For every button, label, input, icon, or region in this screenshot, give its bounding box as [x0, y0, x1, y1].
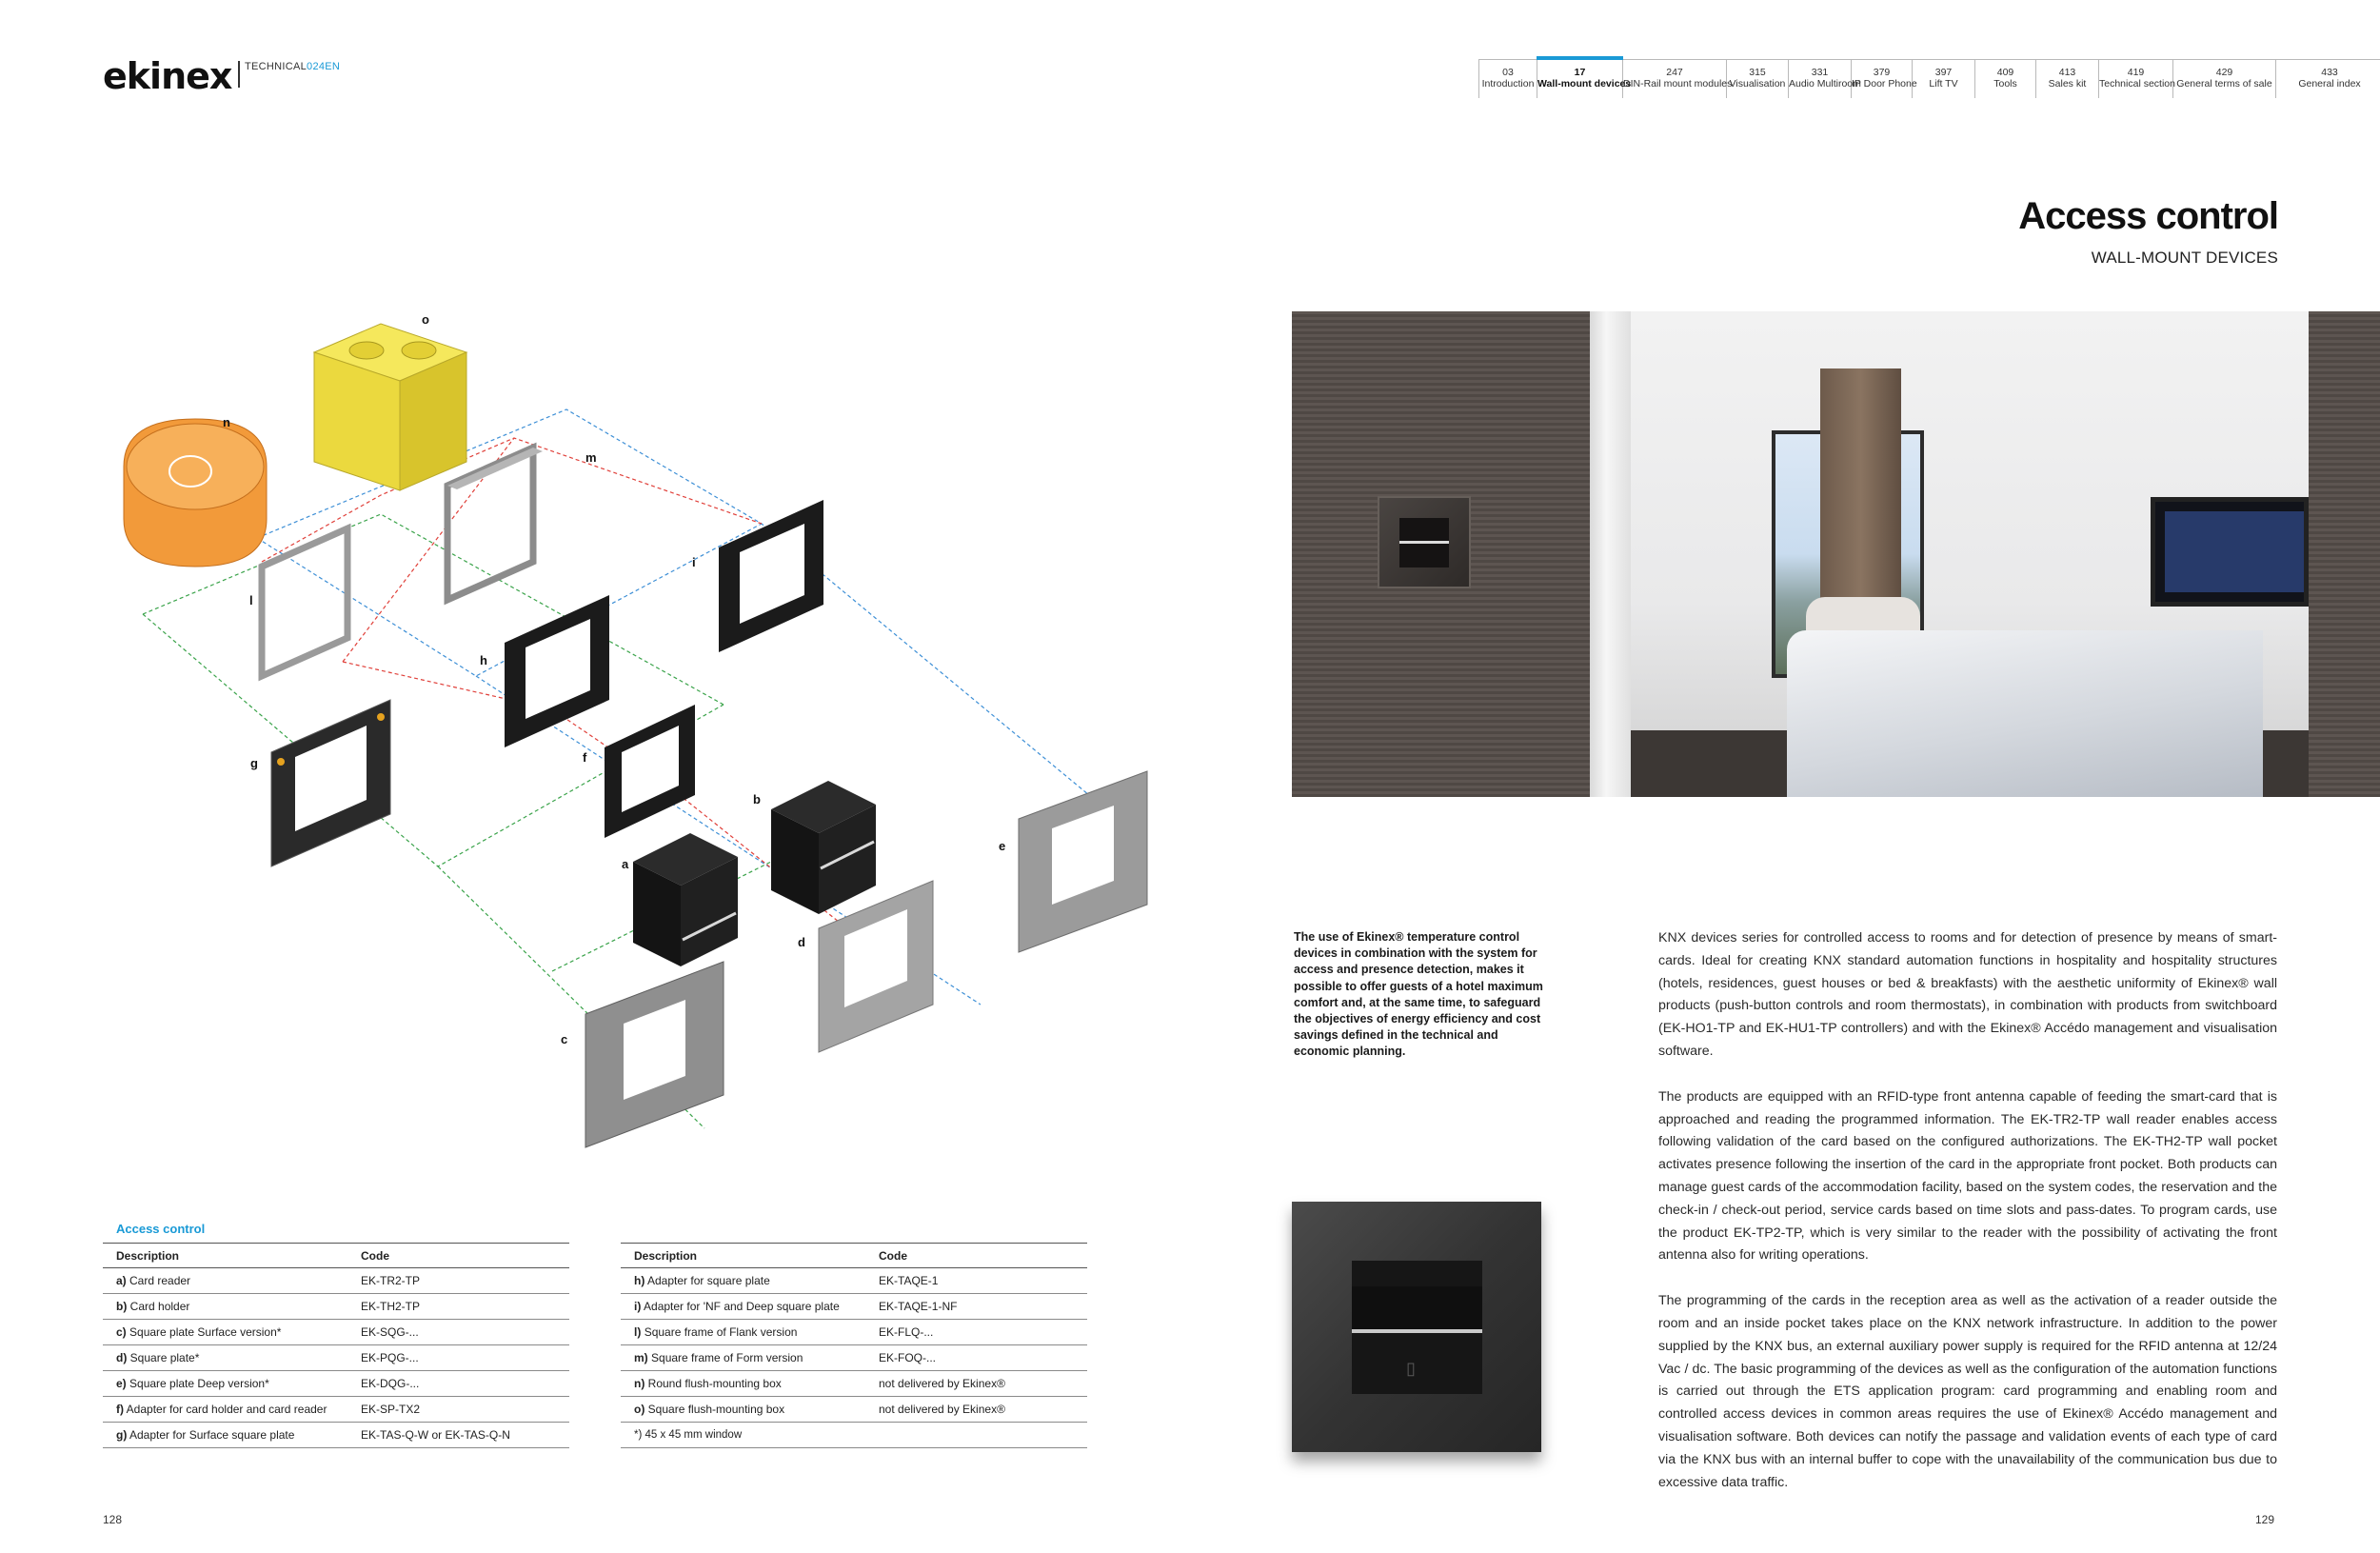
nav-item-general-terms[interactable]	[2173, 60, 2276, 98]
label-f: f	[583, 750, 587, 765]
row-code: EK-TR2-TP	[361, 1268, 569, 1294]
bed	[1787, 630, 2263, 797]
nav-item-ip-door-phone[interactable]	[1852, 60, 1917, 98]
header-code: Code	[361, 1244, 569, 1268]
catalog-suffix: 024EN	[307, 61, 341, 72]
nav-label: Tools	[1993, 78, 2017, 90]
card-holder-module	[771, 781, 876, 914]
row-key: g)	[116, 1428, 128, 1442]
row-desc: Square flush-mounting box	[647, 1403, 785, 1416]
row-description	[103, 1294, 361, 1320]
nav-page-number: 397	[1934, 67, 1953, 78]
nav-label: IP Door Phone	[1852, 78, 1917, 90]
nav-label: DIN-Rail mount modules	[1623, 78, 1733, 90]
row-code: EK-TAS-Q-W or EK-TAS-Q-N	[361, 1423, 569, 1448]
row-desc: Card holder	[129, 1300, 190, 1313]
row-description	[103, 1423, 361, 1448]
body-paragraph: The products are equipped with an RFID-type front antenna capable of feeding the smart-card that is approached and reading the programmed information. The EK-TR2-TP wall reader enables access following validation of the card based on the configured authorizations. The EK-TH2-TP wall pocket activates presence following the insertion of the card in the appropriate front pocket. Both products can manage guest cards of the accommodation facility, based on the system codes, the reservation and the check-in / check-out period, service cards based on time slots and pass-dates. To program cards, use the product EK-TP2-TP, which is very similar to the reader with the possibility of activating the front antenna also for writing operations.	[1658, 1088, 2277, 1264]
table-row	[103, 1320, 569, 1345]
page-title: Access control	[2018, 195, 2278, 237]
row-description	[621, 1320, 879, 1345]
row-key: d)	[116, 1351, 128, 1364]
row-code: EK-FLQ-...	[879, 1320, 1087, 1345]
nav-label: Wall-mount devices	[1537, 78, 1632, 90]
label-l: l	[249, 593, 253, 607]
wall-tv	[2151, 497, 2309, 607]
row-code: EK-FOQ-...	[879, 1345, 1087, 1371]
row-desc: Square plate*	[129, 1351, 200, 1364]
nav-item-tools[interactable]	[1975, 60, 2036, 98]
row-key: b)	[116, 1300, 128, 1313]
nf-adapter	[719, 500, 823, 652]
nav-page-number: 429	[2215, 67, 2233, 78]
row-desc: Card reader	[129, 1274, 191, 1287]
square-plate	[819, 881, 933, 1052]
header-description: Description	[103, 1244, 361, 1268]
row-description	[103, 1397, 361, 1423]
nav-label: Lift TV	[1929, 78, 1958, 90]
table-row	[621, 1294, 1087, 1320]
table-title: Access control	[116, 1222, 206, 1236]
table-row	[621, 1268, 1087, 1294]
row-key: m)	[634, 1351, 648, 1364]
card-slot	[1352, 1286, 1482, 1333]
chapter-nav	[1478, 59, 2380, 97]
row-code: EK-SQG-...	[361, 1320, 569, 1345]
table-row	[103, 1397, 569, 1423]
flank-frame	[262, 528, 347, 676]
nav-item-din-rail[interactable]	[1623, 60, 1733, 98]
nav-label: General index	[2298, 78, 2361, 90]
row-code: EK-TH2-TP	[361, 1294, 569, 1320]
nav-label: Audio Multiroom	[1789, 78, 1861, 90]
catalog-prefix: TECHNICAL	[245, 61, 307, 72]
row-key: e)	[116, 1377, 127, 1390]
row-desc: Adapter for square plate	[647, 1274, 770, 1287]
row-description	[621, 1268, 879, 1294]
label-b: b	[753, 792, 761, 806]
row-description	[103, 1371, 361, 1397]
table-row	[621, 1371, 1087, 1397]
row-description	[621, 1397, 879, 1423]
table-header-row	[103, 1244, 569, 1268]
table-footnote-row	[621, 1423, 1087, 1448]
row-desc: Adapter for Surface square plate	[129, 1428, 295, 1442]
nav-item-lift-tv[interactable]	[1913, 60, 1975, 98]
nav-item-wall-mount-devices[interactable]	[1537, 60, 1632, 98]
row-description	[103, 1320, 361, 1345]
intro-text: The use of Ekinex® temperature control devices in combination with the system for access and presence detection, makes it possible to offer guests of a hotel maximum comfort and, at the same time, to safeguard the objectives of energy efficiency and cost savings defined in the technical and economic planning.	[1294, 930, 1543, 1059]
nav-label: Introduction	[1481, 78, 1535, 90]
row-code: not delivered by Ekinex®	[879, 1371, 1087, 1397]
row-desc: Round flush-mounting box	[647, 1377, 782, 1390]
page-subtitle: WALL-MOUNT DEVICES	[2091, 249, 2278, 267]
header-code: Code	[879, 1244, 1087, 1268]
nav-label: General terms of sale	[2176, 78, 2272, 90]
table-row	[621, 1345, 1087, 1371]
header-description: Description	[621, 1244, 879, 1268]
nav-item-sales-kit[interactable]	[2036, 60, 2099, 98]
table-row	[103, 1345, 569, 1371]
door-frame	[1590, 311, 1631, 797]
nav-page-number: 331	[1811, 67, 1829, 78]
label-m: m	[585, 450, 597, 465]
surface-plate-adapter	[271, 700, 390, 866]
row-desc: Square plate Deep version*	[129, 1377, 269, 1390]
label-g: g	[250, 756, 258, 770]
page-number-right: 129	[2255, 1513, 2275, 1526]
card-symbol-icon: ▯	[1406, 1359, 1416, 1378]
row-code: EK-TAQE-1-NF	[879, 1294, 1087, 1320]
table-footnote: *) 45 x 45 mm window	[621, 1423, 1087, 1448]
nav-page-number: 413	[2058, 67, 2076, 78]
label-i: i	[692, 555, 696, 569]
row-desc: Square frame of Flank version	[644, 1325, 798, 1339]
card-reader-module	[633, 833, 738, 966]
hotel-room-photo	[1292, 311, 2380, 797]
row-desc: Adapter for card holder and card reader	[126, 1403, 327, 1416]
table-row	[103, 1268, 569, 1294]
nav-item-introduction[interactable]	[1478, 60, 1537, 98]
exploded-assembly-diagram	[95, 305, 1200, 1181]
row-code: not delivered by Ekinex®	[879, 1397, 1087, 1423]
row-key: n)	[634, 1377, 645, 1390]
row-key: i)	[634, 1300, 642, 1313]
table-row	[103, 1371, 569, 1397]
row-description	[103, 1345, 361, 1371]
body-text	[1658, 927, 2277, 1517]
table-row	[103, 1423, 569, 1448]
nav-label: Visualisation	[1729, 78, 1786, 90]
nav-item-technical-section[interactable]	[2099, 60, 2173, 98]
table-row	[103, 1294, 569, 1320]
catalog-code	[245, 61, 340, 72]
row-code: EK-SP-TX2	[361, 1397, 569, 1423]
nav-page-number: 419	[2127, 67, 2145, 78]
nav-label: Sales kit	[2048, 78, 2087, 90]
row-key: l)	[634, 1325, 642, 1339]
card-holder-product-photo	[1292, 1202, 1541, 1452]
square-flush-box	[314, 324, 466, 490]
label-n: n	[223, 415, 230, 429]
square-plate-adapter	[505, 595, 609, 747]
body-paragraph: The programming of the cards in the reception area as well as the activation of a reader outside the room and an inside pocket takes place on the KNX network infrastructure. In addition to the power supplied by the KNX bus, an external auxiliary power supply is required for the RFID antenna at 12/24 Vac / dc. The basic programming of the devices as well as the configuration of the automation functions is carried out through the ETS application program: card programming and enabling room and controlled access devices in common areas requires the use of Ekinex® Accédo management and visualisation software. Both devices can notify the passage and validation events of each type of card via the KNX bus with an internal buffer to cope with the unavailability of the communication bus due to excessive data traffic.	[1658, 1293, 2277, 1490]
nav-page-number: 433	[2321, 67, 2338, 78]
row-key: h)	[634, 1274, 645, 1287]
deep-square-plate	[1019, 771, 1147, 952]
label-h: h	[480, 653, 487, 667]
row-key: c)	[116, 1325, 127, 1339]
row-description	[621, 1294, 879, 1320]
product-table-right	[621, 1243, 1087, 1448]
row-key: o)	[634, 1403, 645, 1416]
row-desc: Square frame of Form version	[651, 1351, 803, 1364]
nav-item-visualisation[interactable]	[1727, 60, 1789, 98]
product-table-left	[103, 1243, 569, 1448]
nav-page-number: 17	[1574, 67, 1586, 78]
label-c: c	[561, 1032, 568, 1046]
row-key: f)	[116, 1403, 124, 1416]
label-a: a	[622, 857, 629, 871]
body-paragraph: KNX devices series for controlled access to rooms and for detection of presence by means of smart-cards. Ideal for creating KNX standard automation functions in hospitality and hospitality structures (hotels, residences, guest houses or bed & breakfasts) with the aesthetic uniformity of Ekinex® wall products (push-button controls and room thermostats), in combination with products from switchboard (EK-HO1-TP and EK-HU1-TP controllers) and with the Ekinex® Accédo management and visualisation software.	[1658, 930, 2277, 1059]
nav-page-number: 379	[1873, 67, 1891, 78]
card-reader-on-wall	[1378, 496, 1471, 588]
surface-square-plate	[585, 962, 724, 1147]
table-row	[621, 1320, 1087, 1345]
textured-wall-right	[2309, 311, 2380, 797]
nav-page-number: 409	[1996, 67, 2014, 78]
row-description	[621, 1345, 879, 1371]
row-code: EK-TAQE-1	[879, 1268, 1087, 1294]
row-code: EK-PQG-...	[361, 1345, 569, 1371]
nav-page-number: 247	[1666, 67, 1683, 78]
nav-page-number: 315	[1749, 67, 1766, 78]
logo-divider	[238, 61, 240, 88]
nav-item-audio-multiroom[interactable]	[1789, 60, 1861, 98]
row-desc: Adapter for 'NF and Deep square plate	[644, 1300, 840, 1313]
row-key: a)	[116, 1274, 127, 1287]
card-holder-adapter	[605, 705, 695, 838]
ekinex-logo: ekinex	[103, 55, 232, 97]
nav-label: Technical section	[2099, 78, 2175, 90]
nav-page-number: 03	[1502, 67, 1514, 78]
form-frame	[447, 448, 543, 600]
label-d: d	[798, 935, 805, 949]
label-e: e	[999, 839, 1006, 853]
table-row	[621, 1397, 1087, 1423]
nav-item-general-index[interactable]	[2276, 60, 2380, 98]
row-desc: Square plate Surface version*	[129, 1325, 282, 1339]
label-o: o	[422, 312, 429, 327]
row-description	[103, 1268, 361, 1294]
page-number-left: 128	[103, 1513, 123, 1526]
row-code: EK-DQG-...	[361, 1371, 569, 1397]
round-flush-box	[124, 419, 267, 567]
table-header-row	[621, 1244, 1087, 1268]
row-description	[621, 1371, 879, 1397]
